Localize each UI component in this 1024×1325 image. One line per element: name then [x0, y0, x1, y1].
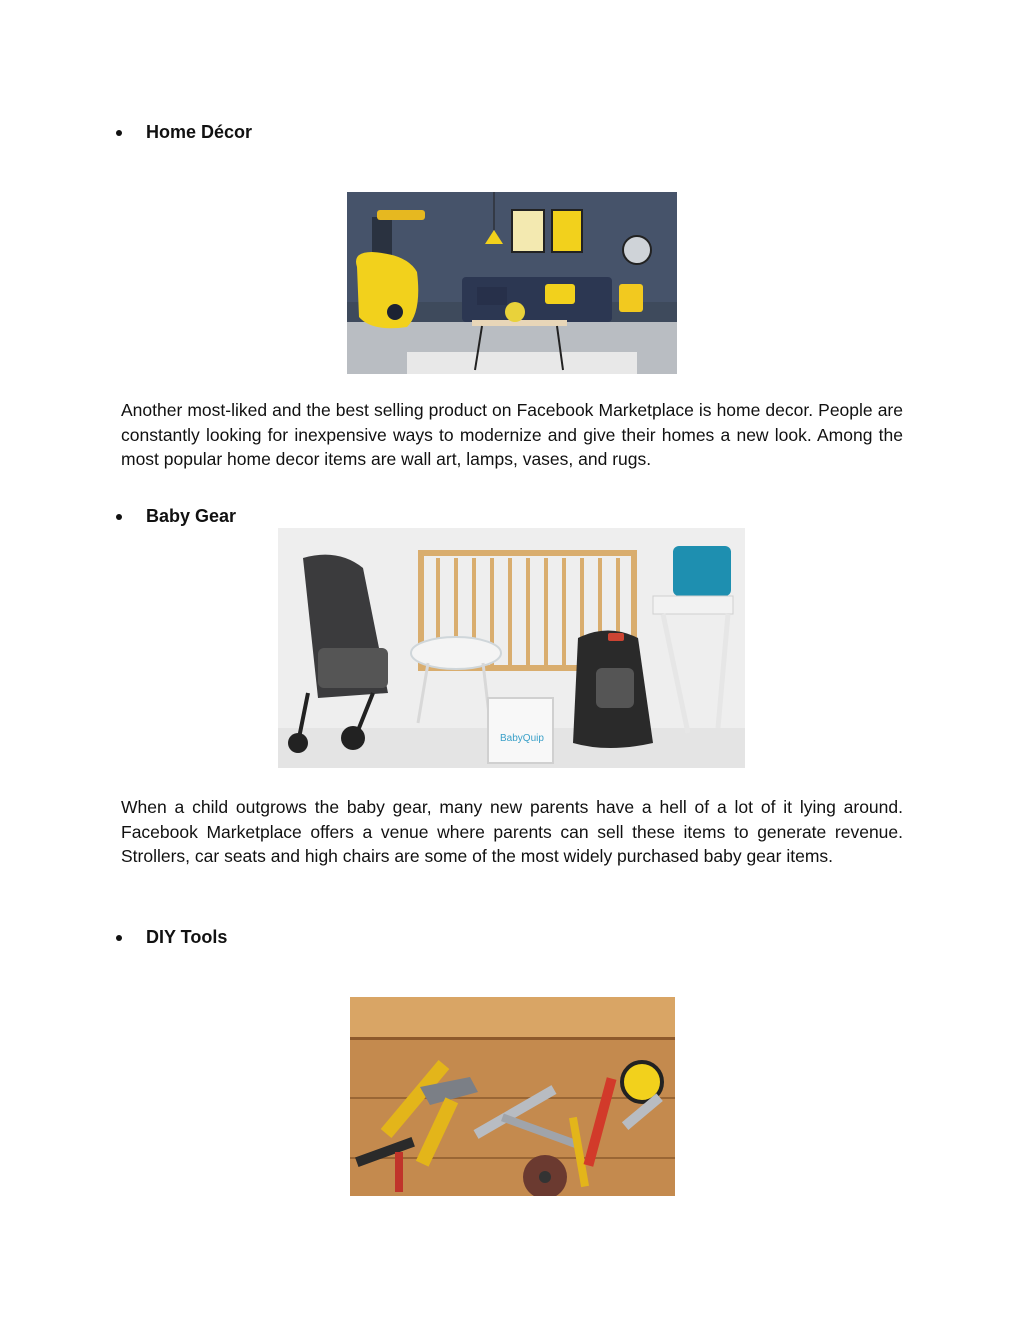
- home-decor-paragraph: Another most-liked and the best selling product on Facebook Marketplace is home decor. People are constantly looking for inexpensive ways to modernize and give their homes a new look. Among the most popular home decor items are wall art, lamps, vases, and rugs.: [121, 400, 903, 469]
- bullet-dot: [116, 514, 122, 520]
- living-room-photo: [347, 192, 677, 374]
- bullet-dot: [116, 130, 122, 136]
- section-heading-diy-tools: DIY Tools: [146, 927, 228, 947]
- bullet-baby-gear: [116, 506, 236, 527]
- baby-gear-photo: [278, 528, 745, 768]
- baby-gear-paragraph: When a child outgrows the baby gear, many new parents have a hell of a lot of it lying around. Facebook Marketplace offers a venue where parents can sell these items to generate revenue. Strollers, car seats and high chairs are some of the most widely purchased baby gear items.: [121, 797, 903, 866]
- section-heading-baby-gear: Baby Gear: [146, 506, 237, 526]
- tools-on-wood-photo: [350, 997, 675, 1196]
- bullet-diy-tools: [116, 927, 227, 948]
- bullet-home-decor: [116, 122, 252, 143]
- babyquip-bag-text: BabyQuip: [500, 733, 544, 744]
- bullet-dot: [116, 935, 122, 941]
- section-heading-home-decor: Home Décor: [146, 122, 253, 142]
